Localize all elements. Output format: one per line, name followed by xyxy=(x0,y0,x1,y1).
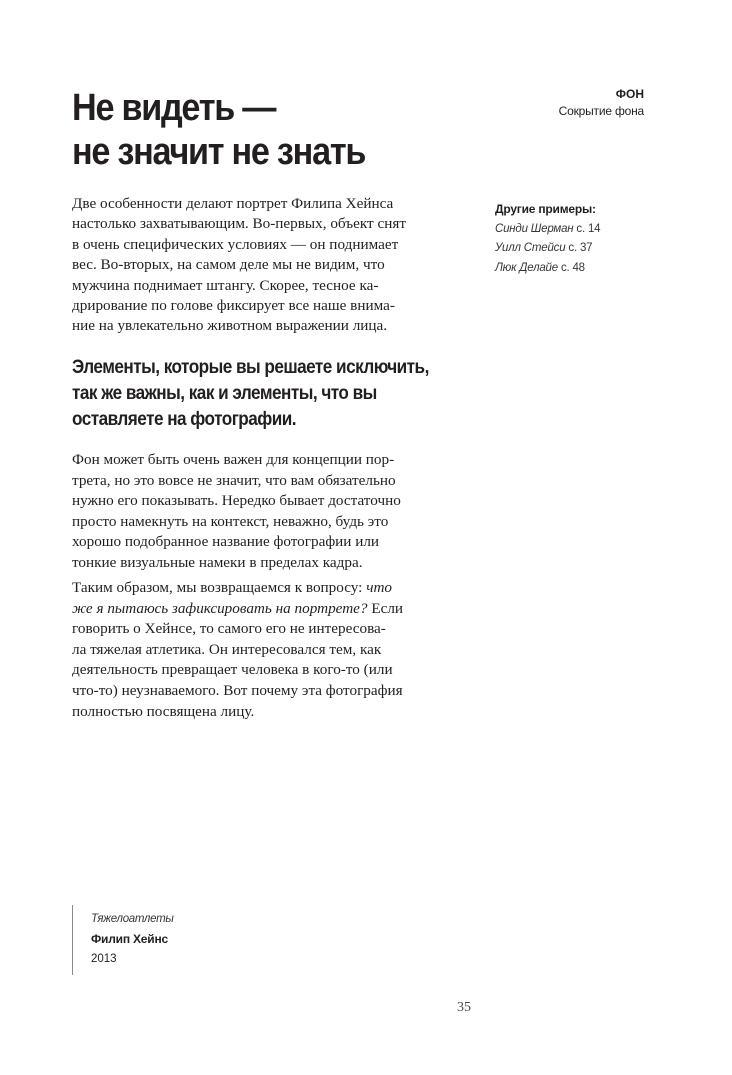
other-example-item xyxy=(495,259,655,279)
other-example-name: Синди Шерман xyxy=(495,222,574,235)
intro-line: ние на увлекательно животном выражении лица. xyxy=(72,317,388,335)
page-title xyxy=(72,86,450,174)
page-number: 35 xyxy=(457,1000,471,1015)
other-example-item xyxy=(495,220,655,240)
page-title-line-1: Не видеть — xyxy=(72,87,276,129)
other-example-name: Люк Делайе xyxy=(495,261,558,274)
intro-line: в очень специфических условиях — он поднимает xyxy=(72,235,399,253)
body-line: полностью посвящена лицу. xyxy=(72,702,255,720)
intro-paragraph xyxy=(72,194,476,337)
body-text: Таким образом, мы возвращаемся к вопросу: xyxy=(72,579,367,596)
subheading-line: Элементы, которые вы решаете исключить, xyxy=(72,356,429,378)
body-line: что-то) неузнаваемого. Вот почему эта фотография xyxy=(72,681,403,699)
other-example-name: Уилл Стейси xyxy=(495,242,566,254)
caption-author: Филип Хейнс xyxy=(91,932,168,946)
body-italic-text: же я пытаюсь зафиксировать на портрете? xyxy=(72,599,368,617)
body-line: деятельность превращает человека в кого-то (или xyxy=(72,661,393,679)
other-examples-title: Другие примеры: xyxy=(495,202,596,216)
body-line: просто намекнуть на контекст, неважно, будь это xyxy=(72,512,389,530)
intro-line: мужчина поднимает штангу. Скорее, тесное ка- xyxy=(72,276,379,294)
other-examples-sidebar xyxy=(495,200,655,278)
section-tag-title: ФОН xyxy=(615,87,644,101)
body-line: говорить о Хейнсе, то самого его не интересова- xyxy=(72,620,386,638)
page-title-line-2: не значит не знать xyxy=(72,131,366,173)
body-line xyxy=(72,599,476,620)
body-paragraph-1 xyxy=(72,450,476,574)
intro-line: настолько захватывающим. Во-первых, объект снят xyxy=(72,215,406,233)
body-line: ла тяжелая атлетика. Он интересовался тем, как xyxy=(72,640,382,658)
body-line: Фон может быть очень важен для концепции пор- xyxy=(72,451,395,468)
body-line: трета, но это вовсе не значит, что вам обязательно xyxy=(72,471,396,489)
body-line: хорошо подобранное название фотографии или xyxy=(72,533,380,551)
subheading-line: оставляете на фотографии. xyxy=(72,408,297,430)
intro-line: Две особенности делают портрет Филипа Хейнса xyxy=(72,195,394,212)
body-paragraph-2 xyxy=(72,578,476,722)
other-example-page: с. 48 xyxy=(557,261,585,274)
body-line: нужно его показывать. Нередко бывает достаточно xyxy=(72,492,401,510)
photo-caption xyxy=(72,905,174,975)
section-subheading xyxy=(72,354,442,432)
other-example-page: с. 37 xyxy=(565,242,593,254)
body-text: Если xyxy=(367,599,404,617)
body-line xyxy=(72,578,476,599)
other-example-item xyxy=(495,239,655,259)
body-italic-text: что xyxy=(366,579,393,596)
intro-line: вес. Во-вторых, на самом деле мы не видим, что xyxy=(72,256,385,274)
intro-line: дрирование по голове фиксирует все наше внима- xyxy=(72,297,395,315)
body-line: тонкие визуальные намеки в пределах кадра. xyxy=(72,553,363,571)
subheading-line: так же важны, как и элементы, что вы xyxy=(72,382,377,404)
section-tag xyxy=(559,86,644,120)
caption-year: 2013 xyxy=(91,953,117,965)
caption-title: Тяжелоатлеты xyxy=(91,913,174,925)
section-tag-subtitle: Сокрытие фона xyxy=(558,104,644,118)
other-example-page: с. 14 xyxy=(573,222,601,235)
